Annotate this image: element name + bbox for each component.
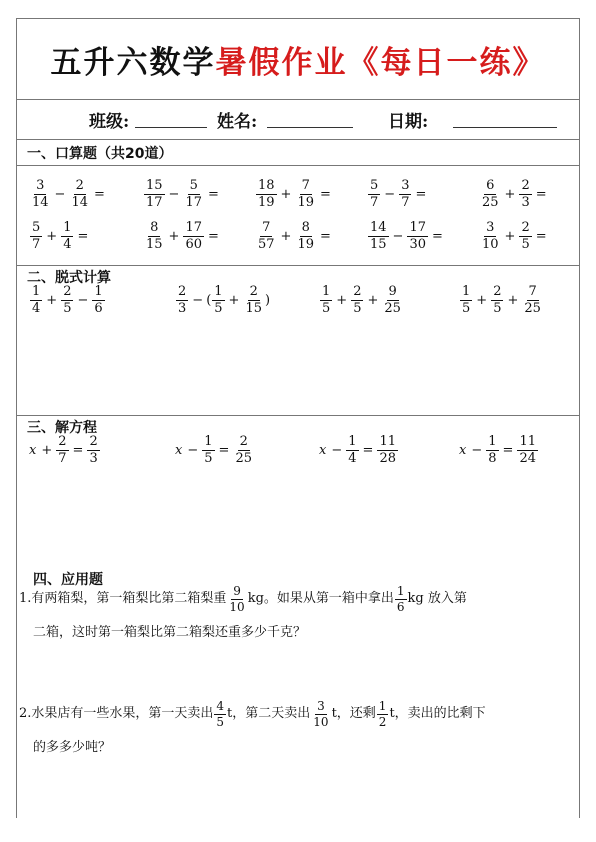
equals-sign: =	[208, 228, 219, 244]
numerator: 8	[301, 220, 310, 235]
operator: +	[41, 442, 53, 458]
name-label: 姓名:	[217, 112, 258, 132]
denominator: 2	[378, 714, 387, 729]
fraction	[243, 285, 264, 315]
p2-text-3: t，还剩	[331, 706, 376, 721]
numerator: 17	[185, 220, 202, 235]
fraction	[202, 435, 214, 465]
fraction	[144, 221, 165, 251]
operator: +	[507, 292, 519, 308]
denominator: 25	[482, 194, 499, 210]
operator: +	[46, 228, 58, 244]
p2-fraction-1	[214, 700, 226, 728]
numerator: 1	[378, 698, 387, 713]
denominator: 5	[63, 300, 72, 316]
denominator: 5	[216, 714, 225, 729]
title-red: 暑假作业《每日一练》	[215, 44, 546, 81]
numerator: 2	[493, 284, 502, 299]
denominator: 25	[524, 300, 541, 316]
denominator: 7	[401, 194, 410, 210]
calc-problem	[459, 285, 544, 315]
fraction	[399, 179, 411, 209]
oral-problem	[29, 179, 108, 209]
divider	[17, 265, 579, 266]
operator: +	[280, 228, 292, 244]
numerator: 2	[249, 284, 258, 299]
fraction	[491, 285, 503, 315]
operator: −	[392, 228, 404, 244]
fraction	[368, 179, 380, 209]
section-title-word: 四、应用题	[33, 572, 103, 588]
numerator: 2	[89, 434, 98, 449]
operator: −	[168, 186, 180, 202]
numerator: 5	[189, 178, 198, 193]
operator: +	[476, 292, 488, 308]
denominator: 7	[370, 194, 379, 210]
numerator: 2	[63, 284, 72, 299]
fraction	[346, 435, 358, 465]
oral-problem	[367, 179, 429, 209]
denominator: 3	[178, 300, 187, 316]
oral-problem	[143, 179, 222, 209]
equals-sign: =	[320, 186, 331, 202]
denominator: 3	[89, 450, 98, 466]
equals-sign: =	[432, 228, 443, 244]
operator: +	[280, 186, 292, 202]
calc-problem	[175, 285, 270, 315]
fraction	[377, 435, 398, 465]
numerator: 2	[75, 178, 84, 193]
operator: +	[504, 228, 516, 244]
denominator: 17	[146, 194, 163, 210]
numerator: 1	[32, 284, 41, 299]
fraction	[368, 221, 389, 251]
class-label: 班级:	[89, 112, 130, 132]
denominator: 15	[146, 236, 163, 252]
denominator: 14	[32, 194, 49, 210]
denominator: 5	[353, 300, 362, 316]
variable-x: x	[459, 442, 467, 458]
fraction	[480, 221, 501, 251]
numerator: 14	[370, 220, 387, 235]
section-title-equations: 三、解方程	[27, 420, 97, 436]
oral-problem	[367, 221, 446, 251]
divider	[17, 415, 579, 416]
denominator: 15	[370, 236, 387, 252]
p1-text-1: 1.有两箱梨，第一箱梨比第二箱梨重	[19, 591, 227, 606]
variable-x: x	[319, 442, 327, 458]
operator: −	[331, 442, 343, 458]
denominator: 5	[322, 300, 331, 316]
calc-problem	[319, 285, 404, 315]
numerator: 3	[486, 220, 495, 235]
equals-sign: =	[94, 186, 105, 202]
oral-problem	[479, 221, 550, 251]
denominator: 24	[519, 450, 536, 466]
fraction	[407, 221, 428, 251]
denominator: 5	[521, 236, 530, 252]
fraction	[56, 435, 68, 465]
p2-text-4: t，卖出的比剩下	[389, 706, 486, 721]
equals-sign: =	[77, 228, 89, 244]
fraction	[61, 221, 73, 251]
equals-sign: =	[362, 442, 374, 458]
calc-problem	[29, 285, 106, 315]
operator: +	[168, 228, 180, 244]
numerator: 8	[150, 220, 159, 235]
numerator: 7	[262, 220, 271, 235]
page-title	[17, 19, 579, 99]
fraction	[30, 221, 42, 251]
class-blank[interactable]	[135, 127, 207, 128]
denominator: 7	[58, 450, 67, 466]
denominator: 10	[313, 714, 329, 729]
numerator: 5	[32, 220, 41, 235]
fraction	[517, 435, 538, 465]
denominator: 4	[32, 300, 41, 316]
equation-problem	[319, 435, 399, 465]
numerator: 3	[401, 178, 410, 193]
fraction	[295, 179, 316, 209]
denominator: 25	[384, 300, 401, 316]
numerator: 18	[258, 178, 275, 193]
denominator: 30	[409, 236, 426, 252]
fraction	[519, 179, 531, 209]
equals-sign: =	[218, 442, 230, 458]
numerator: 9	[233, 583, 241, 598]
numerator: 9	[388, 284, 397, 299]
denominator: 8	[488, 450, 497, 466]
operator: +	[504, 186, 516, 202]
operator: −	[54, 186, 66, 202]
fraction	[92, 285, 104, 315]
p2-text-2: t，第二天卖出	[227, 706, 311, 721]
denominator: 15	[245, 300, 262, 316]
oral-problem	[29, 221, 91, 251]
denominator: 14	[71, 194, 88, 210]
denominator: 3	[521, 194, 530, 210]
denominator: 4	[63, 236, 72, 252]
numerator: 2	[58, 434, 67, 449]
numerator: 1	[214, 284, 223, 299]
oral-problem	[479, 179, 550, 209]
denominator: 5	[214, 300, 223, 316]
operator: −	[471, 442, 483, 458]
denominator: 17	[185, 194, 202, 210]
equals-sign: =	[535, 228, 547, 244]
numerator: 17	[409, 220, 426, 235]
info-row	[17, 105, 579, 133]
divider	[17, 99, 579, 100]
denominator: 6	[396, 599, 405, 614]
fraction	[61, 285, 73, 315]
numerator: 2	[353, 284, 362, 299]
p1-text-3: kg 放入第	[407, 591, 467, 606]
fraction	[351, 285, 363, 315]
denominator: 19	[258, 194, 275, 210]
operator: −	[187, 442, 199, 458]
section-title-calc: 二、脱式计算	[27, 270, 111, 286]
p2-fraction-3	[377, 700, 389, 728]
p2-text-1: 2.水果店有一些水果，第一天卖出	[19, 706, 214, 721]
fraction	[30, 285, 42, 315]
operator: −	[77, 292, 89, 308]
numerator: 1	[204, 434, 213, 449]
right-paren: )	[265, 292, 271, 308]
equals-sign: =	[535, 186, 547, 202]
numerator: 1	[488, 434, 497, 449]
variable-x: x	[29, 442, 37, 458]
operator: +	[336, 292, 348, 308]
word-problem-2	[19, 697, 579, 765]
numerator: 3	[36, 178, 45, 193]
fraction	[519, 221, 531, 251]
fraction	[480, 179, 501, 209]
equals-sign: =	[320, 228, 331, 244]
denominator: 10	[482, 236, 499, 252]
equation-problem	[29, 435, 101, 465]
numerator: 6	[486, 178, 495, 193]
numerator: 3	[317, 698, 325, 713]
denominator: 57	[258, 236, 275, 252]
fraction	[233, 435, 254, 465]
numerator: 1	[396, 583, 405, 598]
fraction	[320, 285, 332, 315]
title-black: 五升六数学	[50, 44, 216, 81]
denominator: 60	[185, 236, 202, 252]
word-problem-1	[19, 582, 579, 650]
p2-text-5: 的多多少吨？	[33, 740, 112, 755]
numerator: 1	[348, 434, 357, 449]
operator: −	[192, 292, 204, 308]
operator: +	[46, 292, 58, 308]
equals-sign: =	[502, 442, 514, 458]
fraction	[256, 221, 277, 251]
fraction	[144, 179, 165, 209]
numerator: 1	[94, 284, 103, 299]
fraction	[183, 221, 204, 251]
numerator: 7	[528, 284, 537, 299]
equals-sign: =	[415, 186, 427, 202]
variable-x: x	[175, 442, 183, 458]
numerator: 2	[239, 434, 248, 449]
denominator: 25	[235, 450, 252, 466]
numerator: 4	[216, 698, 225, 713]
equation-problem	[175, 435, 255, 465]
denominator: 4	[348, 450, 357, 466]
fraction	[183, 179, 204, 209]
denominator: 5	[204, 450, 213, 466]
numerator: 1	[63, 220, 72, 235]
fraction	[87, 435, 99, 465]
p1-fraction-2	[395, 585, 407, 613]
numerator: 11	[519, 434, 536, 449]
numerator: 5	[370, 178, 379, 193]
equals-sign: =	[72, 442, 84, 458]
fraction	[486, 435, 498, 465]
date-label: 日期:	[388, 112, 429, 132]
divider	[17, 165, 579, 166]
denominator: 5	[462, 300, 471, 316]
denominator: 28	[379, 450, 396, 466]
fraction	[30, 179, 51, 209]
operator: −	[384, 186, 396, 202]
worksheet	[16, 18, 580, 818]
oral-problem	[255, 179, 334, 209]
equation-problem	[459, 435, 539, 465]
fraction	[69, 179, 90, 209]
fraction	[256, 179, 277, 209]
divider	[17, 139, 579, 140]
fraction	[522, 285, 543, 315]
denominator: 7	[32, 236, 41, 252]
numerator: 15	[146, 178, 163, 193]
date-blank[interactable]	[453, 127, 557, 128]
numerator: 2	[178, 284, 187, 299]
section-title-oral: 一、口算题（共20道）	[27, 146, 173, 162]
p1-fraction-1	[227, 585, 246, 613]
operator: +	[367, 292, 379, 308]
p1-text-4: 二箱，这时第一箱梨比第二箱梨还重多少千克？	[33, 625, 307, 640]
name-blank[interactable]	[267, 127, 353, 128]
numerator: 2	[521, 178, 530, 193]
fraction	[176, 285, 188, 315]
denominator: 10	[229, 599, 245, 614]
fraction	[212, 285, 224, 315]
numerator: 1	[322, 284, 331, 299]
denominator: 5	[493, 300, 502, 316]
oral-problem	[143, 221, 222, 251]
operator: +	[228, 292, 240, 308]
fraction	[382, 285, 403, 315]
numerator: 1	[462, 284, 471, 299]
left-paren: (	[206, 292, 212, 308]
denominator: 19	[297, 236, 314, 252]
oral-problem	[255, 221, 334, 251]
numerator: 11	[379, 434, 396, 449]
numerator: 2	[521, 220, 530, 235]
denominator: 19	[297, 194, 314, 210]
fraction	[295, 221, 316, 251]
p2-fraction-2	[311, 700, 330, 728]
denominator: 6	[94, 300, 103, 316]
fraction	[460, 285, 472, 315]
p1-text-2: kg。如果从第一箱中拿出	[247, 591, 394, 606]
equals-sign: =	[208, 186, 219, 202]
numerator: 7	[301, 178, 310, 193]
